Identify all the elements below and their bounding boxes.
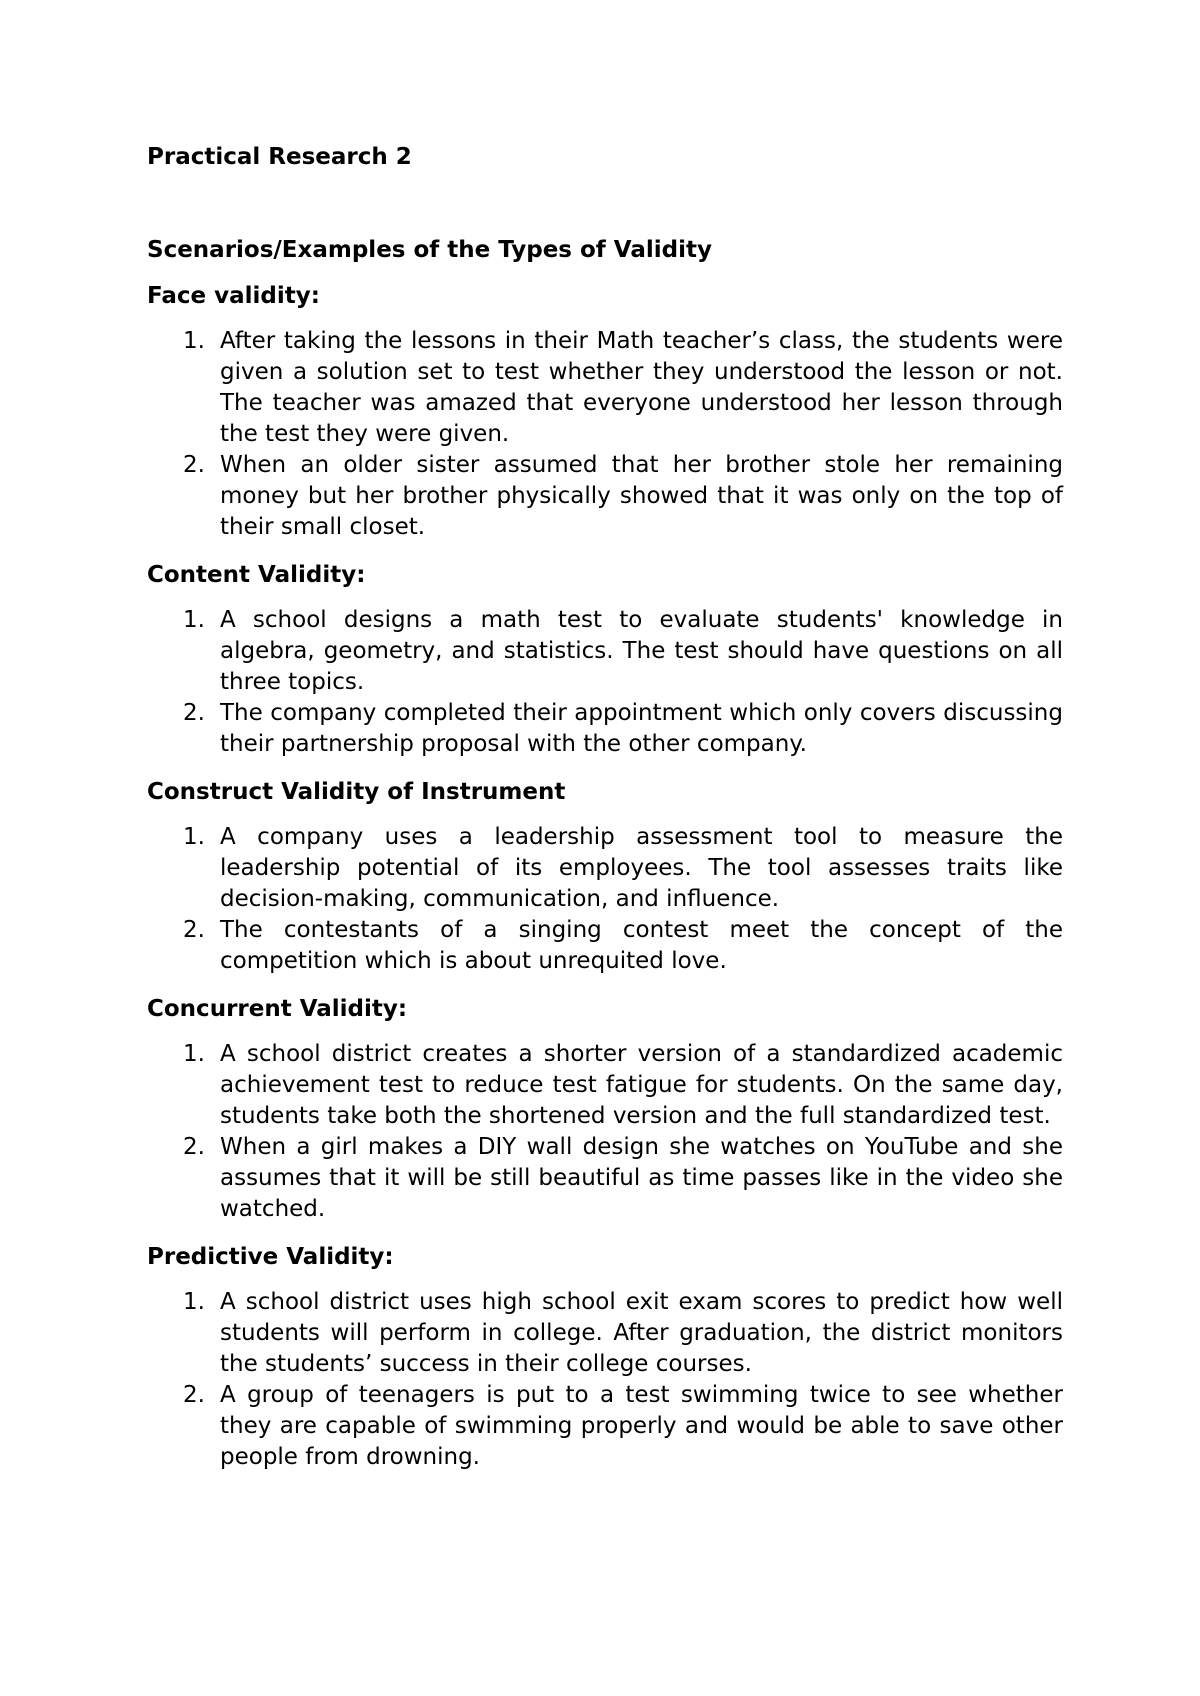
list-item-number: 1. [183,607,205,633]
list-item-text: A group of teenagers is put to a test swimming twice to see whether they are capable of swimming properly and would be able to save other people from drowning. [220,1382,1063,1470]
list-item-number: 1. [183,824,205,850]
list-item [147,605,1063,698]
list-item [147,822,1063,915]
example-list [147,605,1063,760]
list-item [147,698,1063,760]
example-list [147,1287,1063,1473]
list-item [147,1380,1063,1473]
section-heading: Construct Validity of Instrument [147,779,566,805]
example-list [147,822,1063,977]
list-item [147,326,1063,450]
list-item-text: A school designs a math test to evaluate students' knowledge in algebra, geometry, and statistics. The test should have questions on all three topics. [220,607,1063,695]
section-heading: Concurrent Validity: [147,996,408,1022]
list-item-text: After taking the lessons in their Math teacher’s class, the students were given a solution set to test whether they understood the lesson or not. The teacher was amazed that everyone understood her lesson through the test they were given. [220,328,1063,447]
section-heading: Predictive Validity: [147,1244,394,1270]
list-item-text: A school district uses high school exit exam scores to predict how well students will perform in college. After graduation, the district monitors the students’ success in their college courses. [220,1289,1063,1377]
list-item-number: 2. [183,1134,205,1160]
list-item-text: When an older sister assumed that her brother stole her remaining money but her brother physically showed that it was only on the top of their small closet. [220,452,1063,540]
list-item-number: 2. [183,1382,205,1408]
list-item-number: 2. [183,700,205,726]
document-page [147,142,1063,1473]
list-item-text: When a girl makes a DIY wall design she watches on YouTube and she assumes that it will be still beautiful as time passes like in the video she watched. [220,1134,1063,1222]
list-item-number: 1. [183,1289,205,1315]
section-content-validity [147,560,1063,760]
list-item-text: The contestants of a singing contest meet the concept of the competition which is about unrequited love. [220,917,1063,974]
example-list [147,1039,1063,1225]
document-subtitle: Scenarios/Examples of the Types of Validity [147,237,712,263]
document-title: Practical Research 2 [147,144,412,170]
list-item [147,1039,1063,1132]
section-heading: Face validity: [147,283,320,309]
section-predictive-validity [147,1242,1063,1473]
list-item-number: 2. [183,452,205,478]
list-item [147,915,1063,977]
example-list [147,326,1063,543]
list-item-text: The company completed their appointment which only covers discussing their partnership proposal with the other company. [220,700,1063,757]
list-item-number: 2. [183,917,205,943]
list-item-text: A school district creates a shorter version of a standardized academic achievement test to reduce test fatigue for students. On the same day, students take both the shortened version and the full standardized test. [220,1041,1063,1129]
list-item [147,1132,1063,1225]
section-face-validity [147,281,1063,543]
list-item [147,1287,1063,1380]
section-construct-validity [147,777,1063,977]
section-heading: Content Validity: [147,562,366,588]
list-item-text: A company uses a leadership assessment tool to measure the leadership potential of its employees. The tool assesses traits like decision-making, communication, and influence. [220,824,1063,912]
section-concurrent-validity [147,994,1063,1225]
list-item [147,450,1063,543]
list-item-number: 1. [183,328,205,354]
list-item-number: 1. [183,1041,205,1067]
